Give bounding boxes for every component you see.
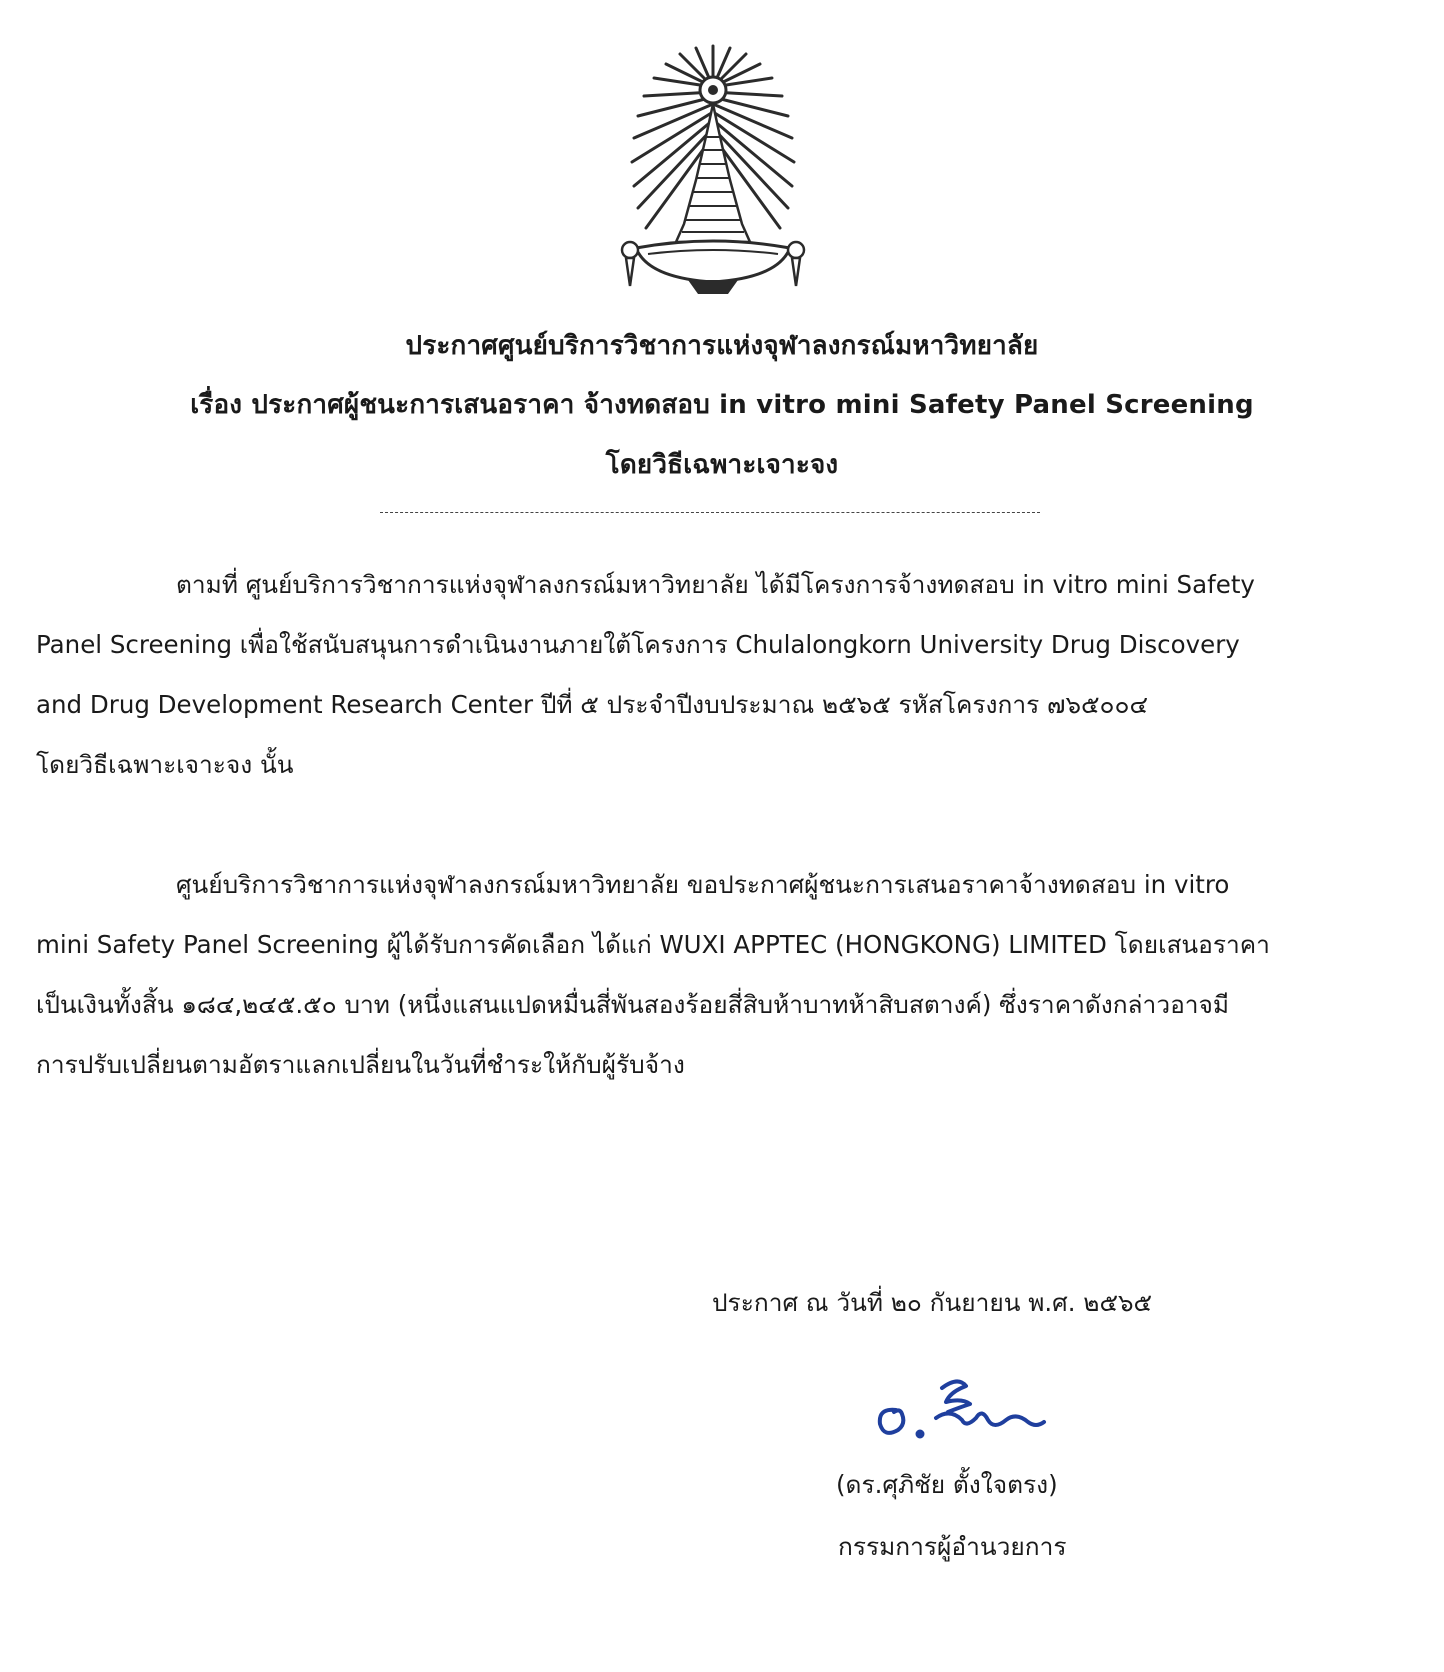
university-emblem-icon	[618, 42, 808, 302]
paragraph-line: and Drug Development Research Center ปีที่ ๕ ประจำปีงบประมาณ ๒๕๖๕ รหัสโครงการ ๗๖๕๐๐๔	[36, 690, 1148, 719]
paragraph-line: เป็นเงินทั้งสิ้น ๑๘๔,๒๔๕.๕๐ บาท (หนึ่งแสนแปดหมื่นสี่พันสองร้อยสี่สิบห้าบาทห้าสิบสตางค์) ซึ่งราคาดังกล่าวอาจมี	[36, 990, 1230, 1019]
signer-name: (ดร.ศุภิชัย ตั้งใจตรง)	[836, 1470, 1058, 1499]
announcement-subject: เรื่อง ประกาศผู้ชนะการเสนอราคา จ้างทดสอบ in vitro mini Safety Panel Screening	[190, 390, 1254, 420]
dashed-divider	[380, 512, 1040, 513]
paragraph-line: ศูนย์บริการวิชาการแห่งจุฬาลงกรณ์มหาวิทยาลัย ขอประกาศผู้ชนะการเสนอราคาจ้างทดสอบ in vitro	[176, 870, 1230, 899]
paragraph-line: Panel Screening เพื่อใช้สนับสนุนการดำเนินงานภายใต้โครงการ Chulalongkorn University Drug Discovery	[36, 630, 1240, 659]
signer-title: กรรมการผู้อำนวยการ	[838, 1532, 1067, 1561]
paragraph-line: การปรับเปลี่ยนตามอัตราแลกเปลี่ยนในวันที่ชำระให้กับผู้รับจ้าง	[36, 1050, 685, 1079]
paragraph-line: ตามที่ ศูนย์บริการวิชาการแห่งจุฬาลงกรณ์มหาวิทยาลัย ได้มีโครงการจ้างทดสอบ in vitro mini Safety	[176, 570, 1255, 599]
announcement-title: ประกาศศูนย์บริการวิชาการแห่งจุฬาลงกรณ์มหาวิทยาลัย	[405, 331, 1039, 361]
body-paragraph-2	[36, 855, 1408, 1095]
procurement-method: โดยวิธีเฉพาะเจาะจง	[605, 450, 839, 480]
announcement-date: ประกาศ ณ วันที่ ๒๐ กันยายน พ.ศ. ๒๕๖๕	[712, 1288, 1153, 1317]
paragraph-line: mini Safety Panel Screening ผู้ได้รับการคัดเลือก ได้แก่ WUXI APPTEC (HONGKONG) LIMITED โดยเสนอราคา	[36, 930, 1270, 959]
paragraph-line: โดยวิธีเฉพาะเจาะจง นั้น	[36, 750, 294, 779]
signature-icon	[866, 1368, 1056, 1448]
body-paragraph-1	[36, 555, 1408, 795]
